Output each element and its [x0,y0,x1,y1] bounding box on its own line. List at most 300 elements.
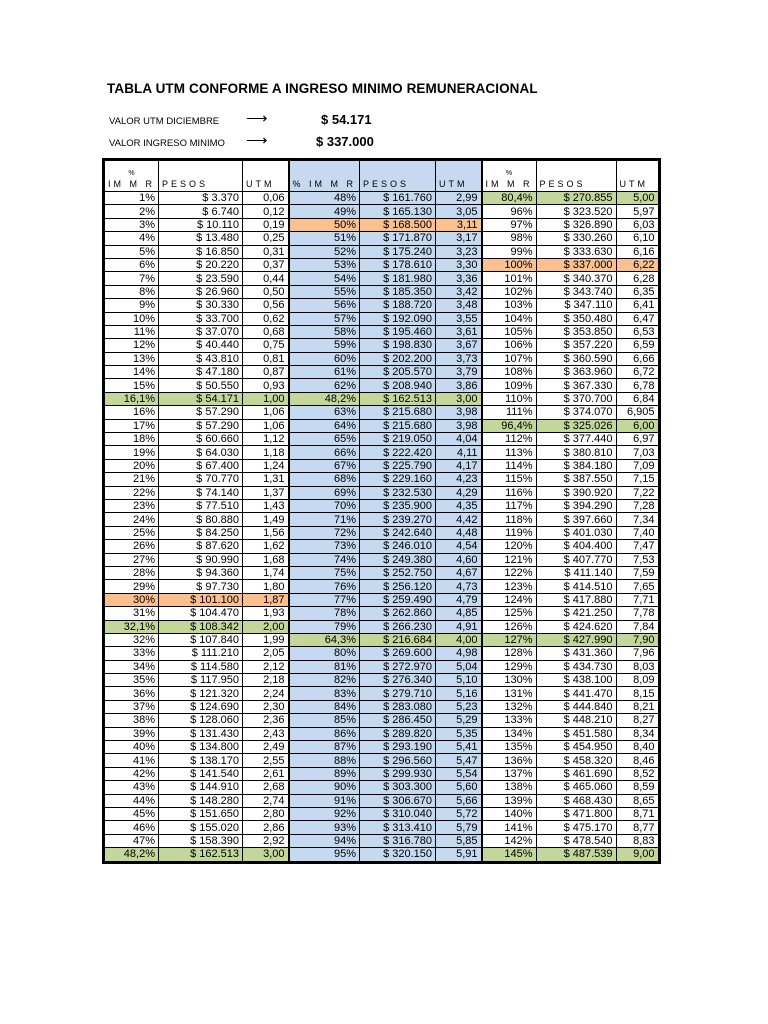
utm-cell: 7,03 [616,446,658,459]
utm-cell: 4,42 [436,513,482,526]
utm-cell: 2,86 [243,821,289,834]
table-row [105,727,659,740]
pct-cell: 134% [482,727,537,740]
utm-cell: 1,00 [243,392,289,405]
pct-cell: 116% [482,486,537,499]
utm-cell: 6,59 [616,339,658,352]
utm-cell: 8,52 [616,767,658,780]
pesos-cell: $ 13.480 [159,232,243,245]
table-row [105,352,659,365]
utm-cell: 1,37 [243,486,289,499]
pesos-cell: $ 276.340 [360,674,436,687]
pct-cell: 67% [289,459,360,472]
utm-cell: 8,65 [616,794,658,807]
utm-cell: 4,98 [436,647,482,660]
utm-cell: 3,23 [436,245,482,258]
table-row [105,821,659,834]
pct-cell: 53% [289,258,360,271]
table-row [105,245,659,258]
table-row [105,593,659,606]
pesos-cell: $ 144.910 [159,781,243,794]
pct-cell: 48,2% [105,848,159,861]
utm-cell: 7,09 [616,459,658,472]
utm-cell: 2,18 [243,674,289,687]
header-pesos: PESOS [159,161,243,192]
utm-cell: 0,62 [243,312,289,325]
right-arrow-icon: ⟶ [246,110,268,127]
pesos-cell: $ 107.840 [159,633,243,646]
pct-cell: 97% [482,218,537,231]
header-pct-imm: % IM M R [105,161,159,192]
pesos-cell: $ 310.040 [360,807,436,820]
utm-cell: 7,59 [616,566,658,579]
header-utm: UTM [243,161,289,192]
pct-cell: 94% [289,834,360,847]
utm-cell: 1,24 [243,459,289,472]
pct-cell: 104% [482,312,537,325]
pesos-cell: $ 74.140 [159,486,243,499]
pct-cell: 81% [289,660,360,673]
pct-cell: 21% [105,473,159,486]
utm-cell: 2,61 [243,767,289,780]
pesos-cell: $ 387.550 [536,473,616,486]
table-row [105,379,659,392]
pesos-cell: $ 67.400 [159,459,243,472]
utm-cell: 6,16 [616,245,658,258]
pct-cell: 119% [482,526,537,539]
pesos-cell: $ 198.830 [360,339,436,352]
pct-cell: 111% [482,406,537,419]
pesos-cell: $ 239.270 [360,513,436,526]
pesos-cell: $ 266.230 [360,620,436,633]
pesos-cell: $ 26.960 [159,285,243,298]
utm-cell: 3,42 [436,285,482,298]
pct-cell: 98% [482,232,537,245]
utm-cell: 8,59 [616,781,658,794]
table-row [105,285,659,298]
table-row [105,687,659,700]
utm-cell: 6,53 [616,325,658,338]
pct-cell: 77% [289,593,360,606]
utm-cell: 5,23 [436,700,482,713]
utm-cell: 3,00 [436,392,482,405]
pct-cell: 109% [482,379,537,392]
pesos-cell: $ 316.780 [360,834,436,847]
pct-cell: 138% [482,781,537,794]
utm-cell: 8,09 [616,674,658,687]
utm-cell: 7,53 [616,553,658,566]
utm-cell: 9,00 [616,848,658,861]
pct-cell: 42% [105,767,159,780]
utm-cell: 2,55 [243,754,289,767]
pesos-cell: $ 162.513 [360,392,436,405]
pesos-cell: $ 97.730 [159,580,243,593]
utm-cell: 6,97 [616,433,658,446]
pct-cell: 126% [482,620,537,633]
utm-cell: 3,98 [436,406,482,419]
table-row [105,647,659,660]
utm-cell: 0,25 [243,232,289,245]
utm-cell: 8,46 [616,754,658,767]
table-row [105,607,659,620]
pct-cell: 122% [482,566,537,579]
pct-cell: 40% [105,741,159,754]
pct-cell: 43% [105,781,159,794]
utm-cell: 0,31 [243,245,289,258]
pct-cell: 130% [482,674,537,687]
pct-cell: 124% [482,593,537,606]
pesos-cell: $ 229.160 [360,473,436,486]
pesos-cell: $ 306.670 [360,794,436,807]
utm-cell: 0,87 [243,366,289,379]
pct-cell: 49% [289,205,360,218]
pct-cell: 62% [289,379,360,392]
utm-cell: 8,27 [616,714,658,727]
pct-cell: 24% [105,513,159,526]
table-row [105,446,659,459]
utm-cell: 0,68 [243,325,289,338]
utm-cell: 5,72 [436,807,482,820]
pesos-cell: $ 404.400 [536,540,616,553]
utm-cell: 3,30 [436,258,482,271]
utm-cell: 8,03 [616,660,658,673]
table-row [105,218,659,231]
pesos-cell: $ 104.470 [159,607,243,620]
table-row [105,674,659,687]
minimum-income-label: VALOR INGRESO MINIMO [109,138,225,149]
pct-cell: 85% [289,714,360,727]
utm-cell: 1,31 [243,473,289,486]
utm-cell: 1,12 [243,433,289,446]
pct-cell: 95% [289,848,360,861]
utm-cell: 2,05 [243,647,289,660]
utm-cell: 4,67 [436,566,482,579]
pesos-cell: $ 283.080 [360,700,436,713]
utm-cell: 7,78 [616,607,658,620]
pct-cell: 27% [105,553,159,566]
pct-cell: 84% [289,700,360,713]
pct-cell: 59% [289,339,360,352]
pesos-cell: $ 401.030 [536,526,616,539]
utm-cell: 6,84 [616,392,658,405]
utm-cell: 6,22 [616,258,658,271]
pct-cell: 10% [105,312,159,325]
table-row [105,513,659,526]
pesos-cell: $ 340.370 [536,272,616,285]
utm-cell: 1,93 [243,607,289,620]
pct-cell: 127% [482,633,537,646]
utm-cell: 7,47 [616,540,658,553]
pesos-cell: $ 454.950 [536,741,616,754]
pct-cell: 112% [482,433,537,446]
utm-cell: 5,04 [436,660,482,673]
pesos-cell: $ 162.513 [159,848,243,861]
utm-cell: 3,73 [436,352,482,365]
table-row [105,767,659,780]
pesos-cell: $ 222.420 [360,446,436,459]
utm-cell: 4,17 [436,459,482,472]
pct-cell: 132% [482,700,537,713]
pesos-cell: $ 407.770 [536,553,616,566]
pct-cell: 86% [289,727,360,740]
table-row [105,620,659,633]
pesos-cell: $ 320.150 [360,848,436,861]
header-pesos: PESOS [360,161,436,192]
table-row [105,366,659,379]
pct-cell: 64% [289,419,360,432]
pct-cell: 29% [105,580,159,593]
utm-cell: 2,99 [436,192,482,205]
utm-cell: 4,60 [436,553,482,566]
pct-cell: 71% [289,513,360,526]
pct-cell: 31% [105,607,159,620]
pesos-cell: $ 434.730 [536,660,616,673]
utm-cell: 7,84 [616,620,658,633]
pesos-cell: $ 181.980 [360,272,436,285]
pct-cell: 131% [482,687,537,700]
pesos-cell: $ 232.530 [360,486,436,499]
table-row [105,553,659,566]
page-title: TABLA UTM CONFORME A INGRESO MINIMO REMUNERACIONAL [107,81,538,96]
pesos-cell: $ 380.810 [536,446,616,459]
utm-cell: 1,56 [243,526,289,539]
table-row [105,714,659,727]
pesos-cell: $ 208.940 [360,379,436,392]
pesos-cell: $ 374.070 [536,406,616,419]
utm-cell: 3,67 [436,339,482,352]
utm-cell: 4,23 [436,473,482,486]
pesos-cell: $ 249.380 [360,553,436,566]
pesos-cell: $ 57.290 [159,406,243,419]
pct-cell: 30% [105,593,159,606]
pct-cell: 4% [105,232,159,245]
pct-cell: 17% [105,419,159,432]
pct-cell: 6% [105,258,159,271]
pesos-cell: $ 158.390 [159,834,243,847]
pesos-cell: $ 84.250 [159,526,243,539]
pct-cell: 12% [105,339,159,352]
pct-cell: 35% [105,674,159,687]
utm-cell: 0,06 [243,192,289,205]
utm-cell: 7,71 [616,593,658,606]
pct-cell: 96% [482,205,537,218]
pct-cell: 107% [482,352,537,365]
pesos-cell: $ 94.360 [159,566,243,579]
header-pesos: PESOS [536,161,616,192]
pesos-cell: $ 256.120 [360,580,436,593]
pesos-cell: $ 128.060 [159,714,243,727]
pct-cell: 55% [289,285,360,298]
pct-cell: 139% [482,794,537,807]
pct-cell: 32% [105,633,159,646]
pct-cell: 105% [482,325,537,338]
pct-cell: 101% [482,272,537,285]
pct-cell: 51% [289,232,360,245]
pesos-cell: $ 330.260 [536,232,616,245]
pct-cell: 9% [105,299,159,312]
utm-cell: 7,90 [616,633,658,646]
pesos-cell: $ 60.660 [159,433,243,446]
pct-cell: 33% [105,647,159,660]
pesos-cell: $ 448.210 [536,714,616,727]
pesos-cell: $ 16.850 [159,245,243,258]
pct-cell: 8% [105,285,159,298]
pct-cell: 136% [482,754,537,767]
pct-cell: 106% [482,339,537,352]
pct-cell: 102% [482,285,537,298]
pesos-cell: $ 367.330 [536,379,616,392]
table-row [105,486,659,499]
pesos-cell: $ 293.190 [360,741,436,754]
pesos-cell: $ 77.510 [159,499,243,512]
pct-cell: 61% [289,366,360,379]
pesos-cell: $ 64.030 [159,446,243,459]
pct-cell: 14% [105,366,159,379]
pesos-cell: $ 235.900 [360,499,436,512]
header-utm: UTM [616,161,658,192]
pct-cell: 96,4% [482,419,537,432]
pct-cell: 46% [105,821,159,834]
pct-cell: 64,3% [289,633,360,646]
utm-cell: 2,92 [243,834,289,847]
pesos-cell: $ 3.370 [159,192,243,205]
utm-cell: 2,49 [243,741,289,754]
pesos-cell: $ 370.700 [536,392,616,405]
table-header-row [105,161,659,192]
utm-cell: 5,47 [436,754,482,767]
pct-cell: 18% [105,433,159,446]
pesos-cell: $ 363.960 [536,366,616,379]
pesos-cell: $ 33.700 [159,312,243,325]
pesos-cell: $ 124.690 [159,700,243,713]
utm-cell: 0,37 [243,258,289,271]
utm-cell: 4,35 [436,499,482,512]
table-row [105,459,659,472]
pesos-cell: $ 155.020 [159,821,243,834]
pct-cell: 16,1% [105,392,159,405]
pct-cell: 110% [482,392,537,405]
pesos-cell: $ 269.600 [360,647,436,660]
utm-cell: 6,41 [616,299,658,312]
utm-cell: 3,17 [436,232,482,245]
utm-table [104,160,659,862]
table-row [105,660,659,673]
pct-cell: 141% [482,821,537,834]
pesos-cell: $ 134.800 [159,741,243,754]
pesos-cell: $ 131.430 [159,727,243,740]
utm-cell: 5,29 [436,714,482,727]
pesos-cell: $ 80.880 [159,513,243,526]
pct-cell: 80% [289,647,360,660]
pct-cell: 114% [482,459,537,472]
pesos-cell: $ 394.290 [536,499,616,512]
pct-cell: 121% [482,553,537,566]
pesos-cell: $ 138.170 [159,754,243,767]
table-row [105,834,659,847]
utm-cell: 4,29 [436,486,482,499]
pct-cell: 145% [482,848,537,861]
pct-cell: 25% [105,526,159,539]
utm-cell: 4,04 [436,433,482,446]
utm-cell: 3,79 [436,366,482,379]
pct-cell: 16% [105,406,159,419]
pct-cell: 118% [482,513,537,526]
pesos-cell: $ 262.860 [360,607,436,620]
pesos-cell: $ 216.684 [360,633,436,646]
table-row [105,299,659,312]
pesos-cell: $ 171.870 [360,232,436,245]
header-pct-imm: % IM M R [289,161,360,192]
utm-cell: 3,61 [436,325,482,338]
header-utm: UTM [436,161,482,192]
pesos-cell: $ 353.850 [536,325,616,338]
pct-cell: 76% [289,580,360,593]
utm-cell: 2,30 [243,700,289,713]
pct-cell: 137% [482,767,537,780]
utm-cell: 6,905 [616,406,658,419]
pct-cell: 15% [105,379,159,392]
utm-cell: 3,11 [436,218,482,231]
pesos-cell: $ 101.100 [159,593,243,606]
utm-cell: 5,16 [436,687,482,700]
pesos-cell: $ 148.280 [159,794,243,807]
pct-cell: 47% [105,834,159,847]
pct-cell: 28% [105,566,159,579]
utm-cell: 1,18 [243,446,289,459]
pct-cell: 83% [289,687,360,700]
pesos-cell: $ 117.950 [159,674,243,687]
pct-cell: 99% [482,245,537,258]
utm-cell: 0,50 [243,285,289,298]
pesos-cell: $ 438.100 [536,674,616,687]
pesos-cell: $ 414.510 [536,580,616,593]
pct-cell: 91% [289,794,360,807]
table-row [105,433,659,446]
utm-cell: 0,93 [243,379,289,392]
pct-cell: 87% [289,741,360,754]
utm-cell: 8,15 [616,687,658,700]
pct-cell: 13% [105,352,159,365]
table-row [105,741,659,754]
pesos-cell: $ 175.240 [360,245,436,258]
table-row [105,794,659,807]
pesos-cell: $ 20.220 [159,258,243,271]
pesos-cell: $ 57.290 [159,419,243,432]
pesos-cell: $ 461.690 [536,767,616,780]
pesos-cell: $ 451.580 [536,727,616,740]
utm-cell: 5,79 [436,821,482,834]
pesos-cell: $ 252.750 [360,566,436,579]
pct-cell: 63% [289,406,360,419]
pesos-cell: $ 458.320 [536,754,616,767]
pesos-cell: $ 421.250 [536,607,616,620]
utm-cell: 4,11 [436,446,482,459]
utm-cell: 2,00 [243,620,289,633]
pct-cell: 69% [289,486,360,499]
utm-cell: 7,28 [616,499,658,512]
utm-cell: 4,73 [436,580,482,593]
pesos-cell: $ 272.970 [360,660,436,673]
pct-cell: 3% [105,218,159,231]
table-row [105,312,659,325]
pct-cell: 22% [105,486,159,499]
utm-cell: 5,00 [616,192,658,205]
pct-cell: 74% [289,553,360,566]
utm-cell: 4,54 [436,540,482,553]
pct-cell: 7% [105,272,159,285]
pesos-cell: $ 299.930 [360,767,436,780]
pesos-cell: $ 111.210 [159,647,243,660]
